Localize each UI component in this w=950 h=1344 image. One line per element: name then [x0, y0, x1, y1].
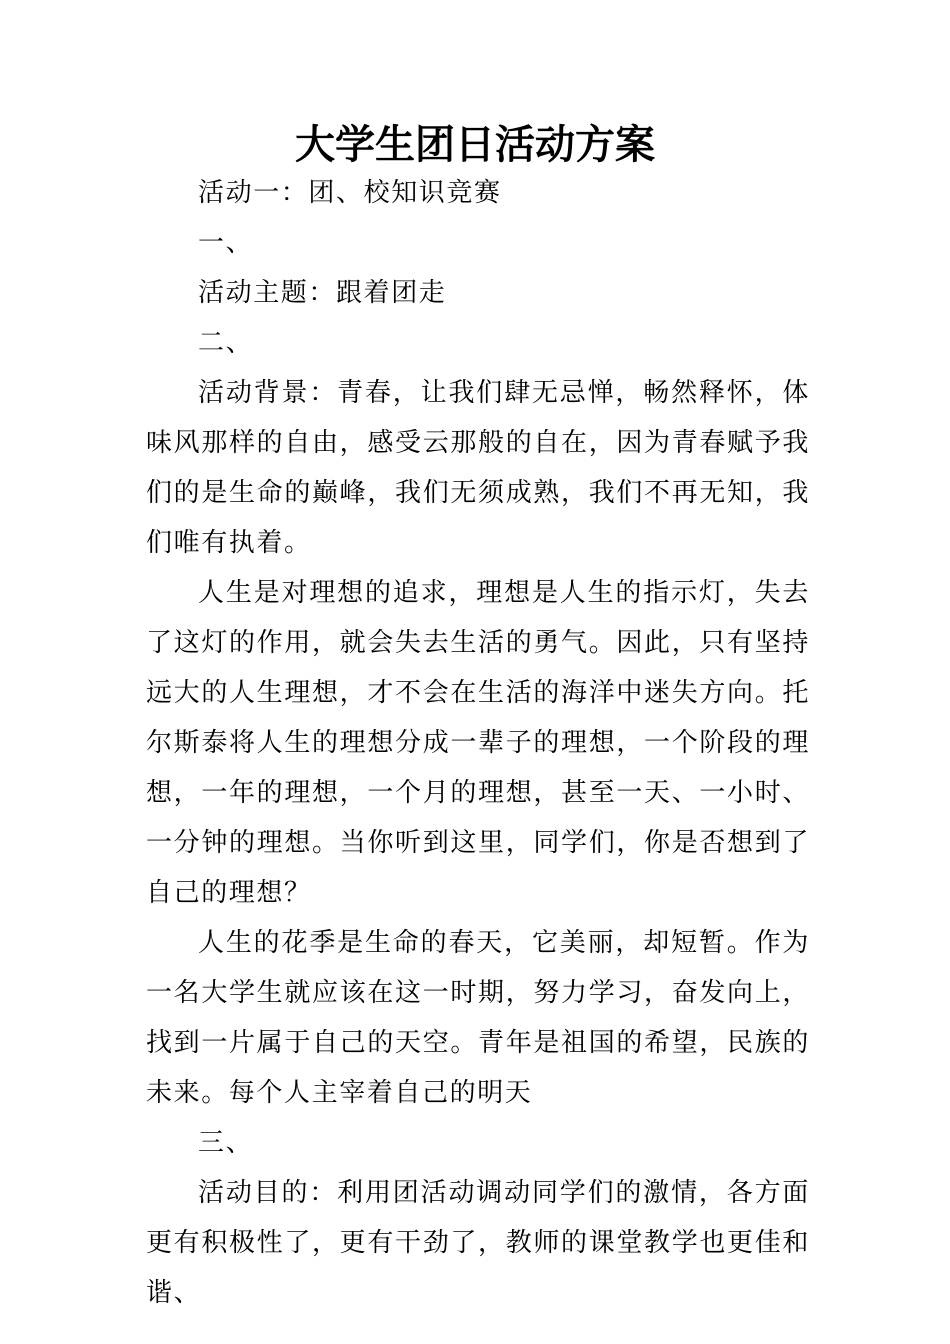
document-title: 大学生团日活动方案 [295, 121, 655, 168]
paragraph-activity-background: 活动背景：青春，让我们肆无忌惮，畅然释怀，体味风那样的自由，感受云那般的自在，因为青春赋予我们的是生命的巅峰，我们无须成熟，我们不再无知，我们唯有执着。 [146, 378, 810, 558]
paragraph-activity-purpose: 活动目的：利用团活动调动同学们的激情，各方面更有积极性了，更有干劲了，教师的课堂教学也更佳和谐、 [146, 1178, 810, 1308]
section-number-two: 二、 [198, 328, 254, 358]
paragraph-activity-one: 活动一：团、校知识竞赛 [198, 178, 502, 208]
section-number-three: 三、 [198, 1128, 254, 1158]
paragraph-youth: 人生的花季是生命的春天，它美丽，却短暂。作为一名大学生就应该在这一时期，努力学习，奋发向上，找到一片属于自己的天空。青年是祖国的希望，民族的未来。每个人主宰着自己的明天 [146, 928, 810, 1108]
document-body [146, 168, 810, 1318]
section-number-one: 一、 [198, 228, 254, 258]
paragraph-ideals: 人生是对理想的追求，理想是人生的指示灯，失去了这灯的作用，就会失去生活的勇气。因此，只有坚持远大的人生理想，才不会在生活的海洋中迷失方向。托尔斯泰将人生的理想分成一辈子的理想，一个阶段的理想，一年的理想，一个月的理想，甚至一天、一小时、一分钟的理想。当你听到这里，同学们，你是否想到了自己的理想？ [146, 578, 810, 908]
paragraph-activity-theme: 活动主题：跟着团走 [198, 278, 447, 308]
